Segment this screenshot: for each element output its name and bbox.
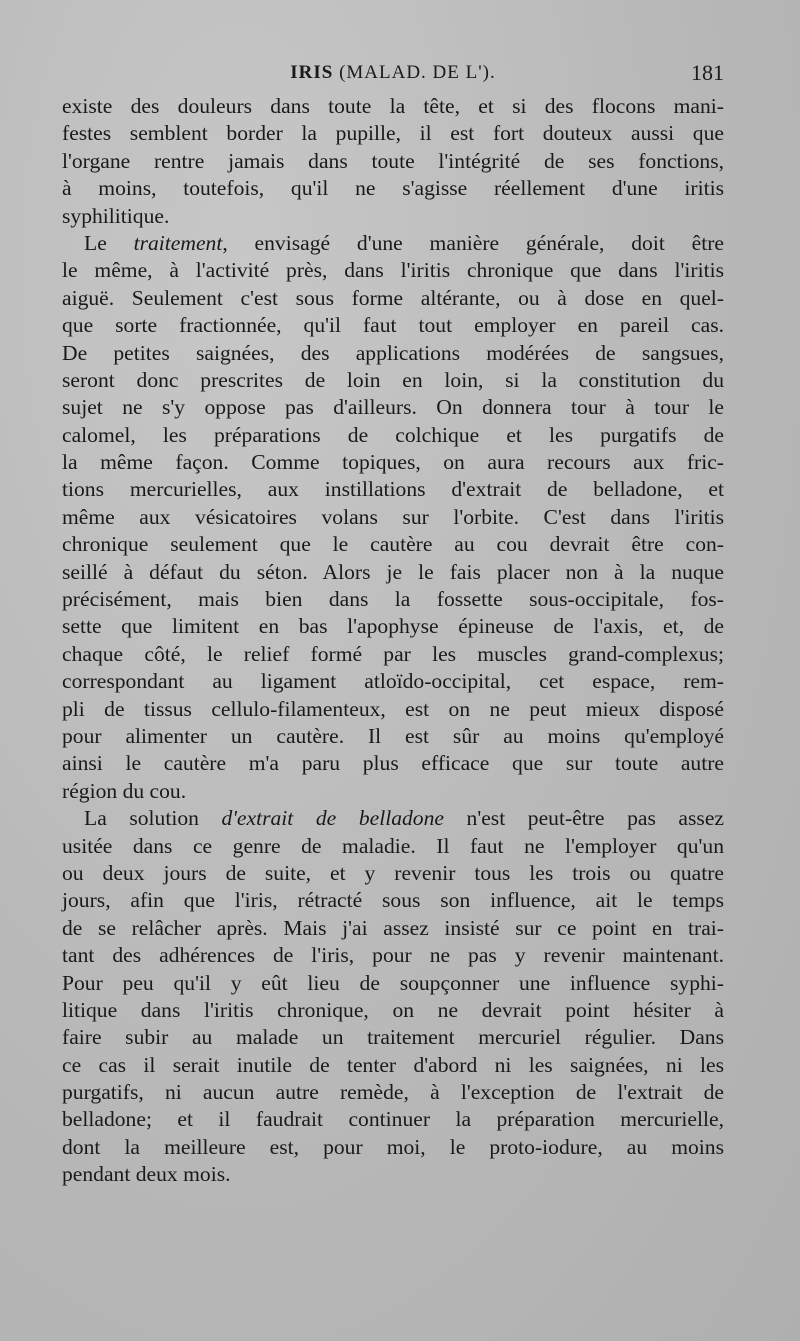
body-text: [62, 93, 724, 1189]
text-line: aiguë. Seulement c'est sous forme altérante, ou à dose en quel-: [62, 285, 724, 310]
text-line: correspondant au ligament atloïdo-occipital, cet espace, rem-: [62, 669, 724, 694]
text-line: syphilitique.: [62, 203, 170, 228]
text-line: chaque côté, le relief formé par les muscles grand-complexus;: [62, 641, 724, 666]
text-line: pli de tissus cellulo-filamenteux, est on ne peut mieux disposé: [62, 696, 724, 721]
text-line: à moins, toutefois, qu'il ne s'agisse réellement d'une iritis: [62, 176, 724, 201]
running-title-prefix: IRIS: [290, 62, 334, 83]
text-line: ou deux jours de suite, et y revenir tous les trois ou quatre: [62, 860, 724, 885]
text-line: pour alimenter un cautère. Il est sûr au moins qu'employé: [62, 723, 724, 748]
text-line: faire subir au malade un traitement mercuriel régulier. Dans: [62, 1025, 724, 1050]
text-line: l'organe rentre jamais dans toute l'intégrité de ses fonctions,: [62, 148, 724, 173]
text-line: De petites saignées, des applications modérées de sangsues,: [62, 340, 724, 365]
text-segment: La solution: [84, 806, 222, 831]
text-line: [62, 230, 724, 257]
text-line: purgatifs, ni aucun autre remède, à l'exception de l'extrait de: [62, 1080, 724, 1105]
text-line: que sorte fractionnée, qu'il faut tout employer en pareil cas.: [62, 313, 724, 338]
text-line: existe des douleurs dans toute la tête, et si des flocons mani-: [62, 94, 724, 118]
running-title: [62, 62, 724, 84]
text-line: calomel, les préparations de colchique et les purgatifs de: [62, 422, 724, 447]
text-line: la même façon. Comme topiques, on aura recours aux fric-: [62, 450, 724, 475]
text-line: tant des adhérences de l'iris, pour ne pas y revenir maintenant.: [62, 943, 724, 968]
italic-term: traitement: [133, 230, 223, 255]
text-line: belladone; et il faudrait continuer la préparation mercurielle,: [62, 1107, 724, 1132]
text-line: [62, 805, 724, 832]
text-line: région du cou.: [62, 778, 187, 803]
text-line: jours, afin que l'iris, rétracté sous son influence, ait le temps: [62, 888, 724, 913]
text-line: tions mercurielles, aux instillations d'extrait de belladone, et: [62, 477, 724, 502]
text-line: chronique seulement que le cautère au cou devrait être con-: [62, 532, 724, 557]
page-number: 181: [691, 60, 724, 85]
text-line: seront donc prescrites de loin en loin, si la constitution du: [62, 367, 724, 392]
text-segment: Le: [84, 230, 134, 255]
text-line: précisément, mais bien dans la fossette sous-occipitale, fos-: [62, 587, 724, 612]
text-line: le même, à l'activité près, dans l'iritis chronique que dans l'iritis: [62, 258, 724, 283]
running-title-rest: (MALAD. DE L').: [333, 62, 496, 83]
text-line: litique dans l'iritis chronique, on ne devrait point hésiter à: [62, 997, 724, 1022]
text-line: ce cas il serait inutile de tenter d'abord ni les saignées, ni les: [62, 1052, 724, 1077]
text-line: festes semblent border la pupille, il est fort douteux aussi que: [62, 121, 724, 146]
text-line: dont la meilleure est, pour moi, le proto-iodure, au moins: [62, 1134, 724, 1159]
text-line: usitée dans ce genre de maladie. Il faut ne l'employer qu'un: [62, 833, 724, 858]
italic-term: d'extrait de belladone: [221, 806, 444, 831]
text-segment: , envisagé d'une manière générale, doit être: [222, 230, 724, 255]
text-line: pendant deux mois.: [62, 1162, 231, 1187]
text-line: seillé à défaut du séton. Alors je le fais placer non à la nuque: [62, 559, 724, 584]
text-line: sujet ne s'y oppose pas d'ailleurs. On donnera tour à tour le: [62, 395, 724, 420]
running-head: [62, 62, 724, 92]
text-line: de se relâcher après. Mais j'ai assez insisté sur ce point en trai-: [62, 915, 724, 940]
text-segment: n'est peut-être pas assez: [443, 806, 724, 831]
text-line: ainsi le cautère m'a paru plus efficace que sur toute autre: [62, 751, 724, 776]
text-line: sette que limitent en bas l'apophyse épineuse de l'axis, et, de: [62, 614, 724, 639]
text-line: même aux vésicatoires volans sur l'orbite. C'est dans l'iritis: [62, 504, 724, 529]
text-line: Pour peu qu'il y eût lieu de soupçonner une influence syphi-: [62, 970, 724, 995]
